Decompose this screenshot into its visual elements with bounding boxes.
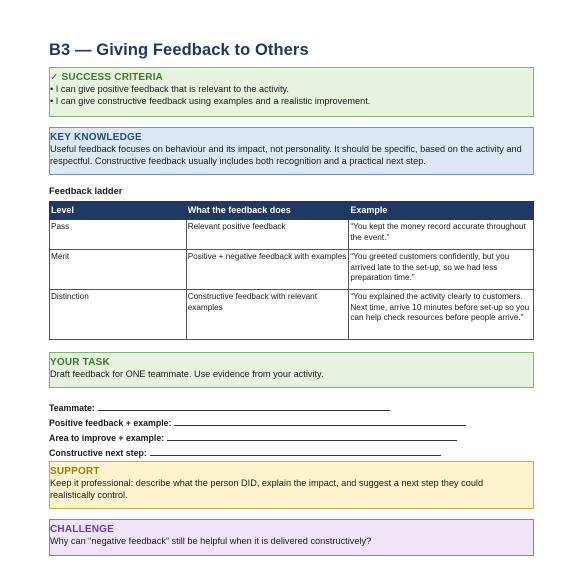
table-cell: Pass <box>50 220 187 250</box>
table-row <box>50 290 534 340</box>
success-criteria-box <box>49 67 534 117</box>
table-cell: Distinction <box>50 290 187 340</box>
success-criteria-heading: ✓ SUCCESS CRITERIA <box>50 72 164 83</box>
success-criterion-1: • I can give positive feedback that is relevant to the activity. <box>50 84 289 94</box>
teammate-field[interactable] <box>49 401 466 416</box>
feedback-form <box>49 401 466 461</box>
feedback-ladder-label: Feedback ladder <box>49 186 123 196</box>
challenge-text: Why can “negative feedback” still be helpful when it is delivered constructively? <box>50 536 372 546</box>
area-to-improve-field[interactable] <box>49 431 466 446</box>
column-header-what: What the feedback does <box>186 202 349 220</box>
table-cell: Positive + negative feedback with examples <box>186 250 349 290</box>
next-step-field[interactable] <box>49 446 466 461</box>
your-task-box <box>49 352 534 388</box>
feedback-ladder-table <box>49 201 534 340</box>
support-text: Keep it professional: describe what the person DID, explain the impact, and suggest a next step they could realistically control. <box>50 478 484 500</box>
field-label: Teammate: <box>49 403 95 413</box>
support-heading: SUPPORT <box>50 466 100 477</box>
table-cell: Relevant positive feedback <box>186 220 349 250</box>
table-row <box>50 250 534 290</box>
challenge-heading: CHALLENGE <box>50 524 115 535</box>
table-header-row <box>50 202 534 220</box>
key-knowledge-text: Useful feedback focuses on behaviour and its impact, not personality. It should be specific, based on the activity and respectful. Constructive feedback usually includes both recognition and a practical next step. <box>50 144 522 166</box>
support-box <box>49 461 534 509</box>
positive-feedback-field[interactable] <box>49 416 466 431</box>
success-criterion-2: • I can give constructive feedback using examples and a realistic improvement. <box>50 95 371 106</box>
next-step-write-line[interactable] <box>150 446 441 456</box>
table-cell: “You greeted customers confidently, but you arrived late to the set-up, so we had less preparation time.” <box>349 250 534 290</box>
table-cell: Constructive feedback with relevant examples <box>186 290 349 340</box>
your-task-text: Draft feedback for ONE teammate. Use evidence from your activity. <box>50 369 324 379</box>
teammate-write-line[interactable] <box>98 401 390 411</box>
challenge-box <box>49 519 534 556</box>
table-row <box>50 220 534 250</box>
key-knowledge-heading: KEY KNOWLEDGE <box>50 132 142 143</box>
field-label: Positive feedback + example: <box>49 418 172 428</box>
table-cell: “You explained the activity clearly to customers. Next time, arrive 10 minutes before set-up so you can help check resources before people arrive.” <box>349 290 534 340</box>
table-cell: Merit <box>50 250 187 290</box>
key-knowledge-box <box>49 127 534 175</box>
field-label: Constructive next step: <box>49 448 147 458</box>
column-header-example: Example <box>349 202 534 220</box>
area-to-improve-write-line[interactable] <box>167 431 457 441</box>
your-task-heading: YOUR TASK <box>50 357 110 368</box>
field-label: Area to improve + example: <box>49 433 165 443</box>
page-title: B3 — Giving Feedback to Others <box>49 41 309 59</box>
positive-feedback-write-line[interactable] <box>174 416 466 426</box>
table-cell: “You kept the money record accurate throughout the event.” <box>349 220 534 250</box>
column-header-level: Level <box>50 202 187 220</box>
